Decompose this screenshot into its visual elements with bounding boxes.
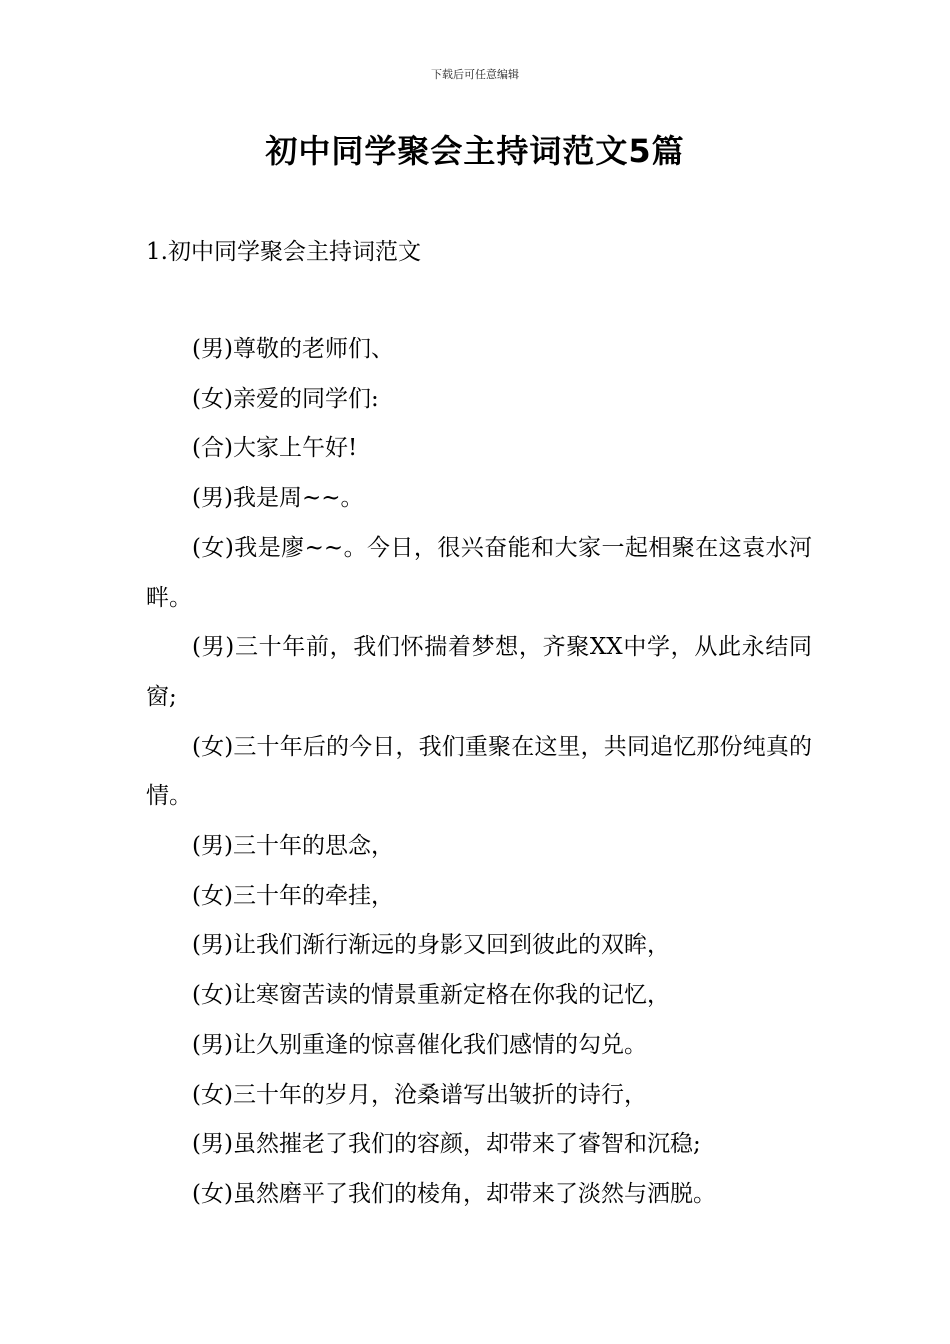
document-body bbox=[146, 325, 812, 1220]
section-heading: 1.初中同学聚会主持词范文 bbox=[146, 239, 421, 265]
paragraph: (男)让久别重逢的惊喜催化我们感情的勾兑。 bbox=[192, 1031, 647, 1058]
paragraph: (女)三十年后的今日，我们重聚在这里，共同追忆那份纯真的情。 bbox=[146, 733, 812, 810]
paragraph: (合)大家上午好! bbox=[192, 435, 358, 462]
paragraph: (男)虽然摧老了我们的容颜，却带来了睿智和沉稳; bbox=[192, 1131, 701, 1158]
paragraph: (男)三十年的思念， bbox=[192, 833, 394, 860]
paragraph: (男)让我们渐行渐远的身影又回到彼此的双眸， bbox=[192, 932, 670, 959]
header-note: 下载后可任意编辑 bbox=[431, 68, 519, 81]
paragraph: (女)我是廖~~。今日，很兴奋能和大家一起相聚在这袁水河畔。 bbox=[146, 534, 812, 611]
paragraph: (男)尊敬的老师们、 bbox=[192, 336, 394, 362]
paragraph: (男)我是周~~。 bbox=[192, 485, 364, 512]
paragraph: (女)虽然磨平了我们的棱角，却带来了淡然与洒脱。 bbox=[192, 1180, 716, 1207]
paragraph: (女)三十年的岁月，沧桑谱写出皱折的诗行， bbox=[192, 1081, 647, 1108]
paragraph: (女)三十年的牵挂， bbox=[192, 882, 394, 909]
paragraph: (女)让寒窗苦读的情景重新定格在你我的记忆， bbox=[192, 982, 670, 1009]
paragraph: (女)亲爱的同学们: bbox=[192, 385, 379, 412]
paragraph: (男)三十年前，我们怀揣着梦想，齐聚XX中学，从此永结同窗; bbox=[146, 634, 812, 710]
document-title: 初中同学聚会主持词范文5篇 bbox=[265, 132, 685, 170]
